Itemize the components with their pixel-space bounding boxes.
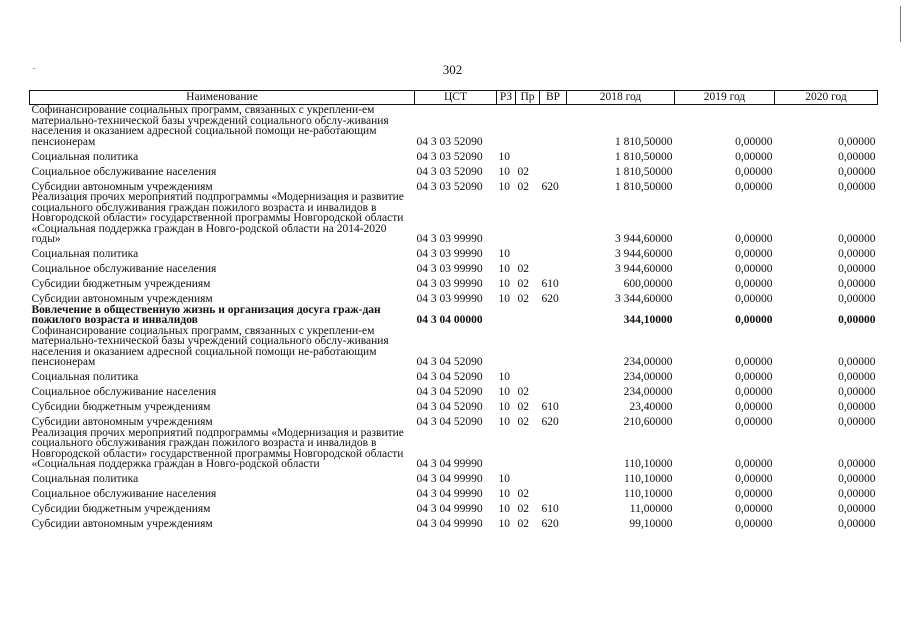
cell-vr: 620 (541, 416, 559, 428)
header-2019: 2019 год (675, 91, 775, 105)
scan-edge-mark (900, 6, 901, 42)
cell-2019: 0,00000 (735, 488, 773, 500)
cell-vr (540, 105, 567, 148)
cell-rz: 10 (498, 371, 510, 383)
table-row (30, 305, 878, 326)
cell-name: Социальная политика (31, 248, 139, 260)
cell-2020: 0,00000 (838, 518, 876, 530)
cell-rz: 10 (498, 263, 510, 275)
cell-2020: 0,00000 (838, 180, 876, 193)
cell-2019: 0,00000 (735, 401, 773, 413)
cell-name: Социальное обслуживание населения (31, 263, 217, 275)
cell-2020: 0,00000 (838, 416, 876, 428)
cell-cst: 04 3 03 99990 (416, 293, 483, 305)
cell-name: Социальное обслуживание населения (31, 165, 217, 178)
cell-pr: 02 (517, 518, 529, 530)
cell-cst: 04 3 03 99990 (416, 248, 483, 260)
cell-name: Субсидии бюджетным учреждениям (31, 278, 211, 290)
table-row (30, 326, 878, 368)
cell-2018: 23,40000 (629, 401, 673, 413)
cell-rz (497, 105, 516, 148)
cell-2019: 0,00000 (735, 180, 773, 193)
cell-2018: 3 944,60000 (615, 233, 673, 245)
cell-2019: 0,00000 (735, 135, 773, 148)
cell-pr (516, 368, 540, 383)
cell-name: Софинансирование социальных программ, связанных с укреплени-ем материально-технической базы учреждений социального обслу-живания населения и оказанием адресной социальной помощи не-работающим пенсионерам (31, 104, 389, 148)
cell-pr: 02 (517, 386, 529, 398)
cell-rz: 10 (498, 180, 510, 193)
cell-2018: 1 810,50000 (615, 135, 673, 148)
cell-2020: 0,00000 (838, 293, 876, 305)
cell-vr (540, 162, 567, 177)
cell-cst: 04 3 03 52090 (416, 150, 483, 163)
cell-name: Реализация прочих мероприятий подпрограммы «Модернизация и развитие социального обслуживания граждан пожилого возраста и инвалидов в Новгородской области» государственной программы Новгородской области «Социальная поддержка граждан в Новго-родской области на 2014-2020 годы» (31, 191, 404, 245)
cell-vr: 610 (541, 278, 559, 290)
cell-cst: 04 3 04 52090 (416, 371, 483, 383)
cell-2020: 0,00000 (838, 401, 876, 413)
cell-2018: 11,00000 (629, 503, 673, 515)
cell-2020: 0,00000 (838, 263, 876, 275)
cell-pr (516, 326, 540, 368)
cell-2019: 0,00000 (735, 503, 773, 515)
table-row (30, 428, 878, 470)
cell-cst: 04 3 04 52090 (416, 356, 483, 368)
cell-pr (516, 147, 540, 162)
table-row (30, 275, 878, 290)
cell-2018: 234,00000 (623, 356, 673, 368)
cell-rz: 10 (498, 278, 510, 290)
cell-2019: 0,00000 (735, 416, 773, 428)
cell-rz: 10 (498, 165, 510, 178)
cell-name: Реализация прочих мероприятий подпрограммы «Модернизация и развитие социального обслуживания граждан пожилого возраста и инвалидов в Новгородской области» государственной программы Новгородской области «Социальная поддержка граждан в Новго-родской области (31, 426, 404, 470)
cell-vr: 620 (541, 518, 559, 530)
table-row (30, 515, 878, 530)
cell-2019: 0,00000 (735, 150, 773, 163)
cell-name: Социальная политика (31, 150, 139, 163)
cell-2018: 210,60000 (623, 416, 673, 428)
cell-2019: 0,00000 (735, 386, 773, 398)
cell-vr (540, 470, 567, 485)
cell-name: Субсидии автономным учреждениям (31, 293, 213, 305)
cell-vr: 620 (541, 293, 559, 305)
cell-2018: 234,00000 (623, 371, 673, 383)
table-row (30, 500, 878, 515)
cell-cst: 04 3 04 00000 (416, 314, 483, 326)
table-body (30, 105, 878, 530)
cell-2018: 3 344,60000 (615, 293, 673, 305)
cell-rz: 10 (498, 416, 510, 428)
cell-2018: 1 810,50000 (615, 180, 673, 193)
cell-vr (540, 192, 567, 245)
cell-vr (540, 305, 567, 326)
cell-name: Субсидии бюджетным учреждениям (31, 503, 211, 515)
cell-2019: 0,00000 (735, 356, 773, 368)
cell-cst: 04 3 03 99990 (416, 233, 483, 245)
cell-vr (540, 245, 567, 260)
cell-2019: 0,00000 (735, 371, 773, 383)
cell-pr: 02 (517, 488, 529, 500)
cell-2020: 0,00000 (838, 248, 876, 260)
cell-vr: 610 (541, 401, 559, 413)
cell-rz: 10 (498, 518, 510, 530)
cell-cst: 04 3 04 99990 (416, 503, 483, 515)
cell-2019: 0,00000 (735, 473, 773, 485)
table-row (30, 105, 878, 148)
table-row (30, 413, 878, 428)
table-row (30, 147, 878, 162)
cell-name: Софинансирование социальных программ, связанных с укреплени-ем материально-технической базы учреждений социального обслу-живания населения и оказанием адресной социальной помощи не-работающим пенсионерам (31, 324, 389, 368)
table-row (30, 245, 878, 260)
cell-2020: 0,00000 (838, 488, 876, 500)
cell-vr (540, 147, 567, 162)
table-row (30, 192, 878, 245)
cell-2019: 0,00000 (735, 263, 773, 275)
cell-name: Социальное обслуживание населения (31, 488, 217, 500)
cell-cst: 04 3 04 52090 (416, 386, 483, 398)
cell-cst: 04 3 04 99990 (416, 488, 483, 500)
cell-cst: 04 3 03 52090 (416, 165, 483, 178)
cell-2019: 0,00000 (735, 278, 773, 290)
cell-2018: 600,00000 (623, 278, 673, 290)
table-row (30, 470, 878, 485)
cell-2018: 234,00000 (623, 386, 673, 398)
cell-rz (497, 326, 516, 368)
cell-vr (540, 326, 567, 368)
cell-2018: 344,10000 (623, 314, 673, 326)
cell-pr: 02 (517, 401, 529, 413)
cell-vr (540, 383, 567, 398)
cell-pr: 02 (517, 263, 529, 275)
cell-vr (540, 485, 567, 500)
table-row (30, 383, 878, 398)
cell-2018: 1 810,50000 (615, 150, 673, 163)
cell-rz: 10 (498, 386, 510, 398)
cell-rz (497, 428, 516, 470)
cell-2020: 0,00000 (838, 150, 876, 163)
table-row (30, 368, 878, 383)
cell-name: Социальная политика (31, 473, 139, 485)
cell-2018: 110,10000 (624, 473, 673, 485)
cell-2018: 110,10000 (624, 488, 673, 500)
cell-2020: 0,00000 (838, 503, 876, 515)
cell-rz: 10 (498, 503, 510, 515)
cell-2020: 0,00000 (838, 233, 876, 245)
header-name: Наименование (30, 91, 415, 105)
cell-rz (497, 192, 516, 245)
table-row (30, 260, 878, 275)
header-2020: 2020 год (775, 91, 878, 105)
cell-name: Вовлечение в общественную жизнь и организация досуга граж-дан пожилого возраста и инвалидов (31, 303, 381, 326)
page-number: 302 (442, 62, 463, 77)
cell-2020: 0,00000 (838, 371, 876, 383)
cell-2018: 3 944,60000 (615, 248, 673, 260)
cell-pr: 02 (517, 293, 529, 305)
cell-pr: 02 (517, 165, 529, 178)
cell-2019: 0,00000 (735, 293, 773, 305)
cell-name: Социальное обслуживание населения (31, 386, 217, 398)
cell-pr: 02 (517, 180, 529, 193)
cell-2020: 0,00000 (838, 165, 876, 178)
cell-rz: 10 (498, 473, 510, 485)
cell-cst: 04 3 04 52090 (416, 401, 483, 413)
cell-2020: 0,00000 (838, 386, 876, 398)
cell-cst: 04 3 04 99990 (416, 518, 483, 530)
cell-cst: 04 3 03 99990 (416, 278, 483, 290)
cell-name: Социальная политика (31, 371, 139, 383)
cell-2020: 0,00000 (838, 135, 876, 148)
cell-2020: 0,00000 (838, 278, 876, 290)
cell-2019: 0,00000 (735, 233, 773, 245)
cell-pr (516, 428, 540, 470)
cell-2020: 0,00000 (838, 314, 876, 326)
cell-vr (540, 428, 567, 470)
cell-cst: 04 3 04 52090 (416, 416, 483, 428)
cell-2019: 0,00000 (735, 518, 773, 530)
cell-vr (540, 368, 567, 383)
cell-pr: 02 (517, 416, 529, 428)
table-row (30, 398, 878, 413)
cell-pr: 02 (517, 503, 529, 515)
cell-vr (540, 260, 567, 275)
cell-vr: 620 (541, 180, 559, 193)
cell-pr (516, 192, 540, 245)
cell-2018: 110,10000 (624, 458, 673, 470)
cell-2020: 0,00000 (838, 473, 876, 485)
cell-pr (516, 105, 540, 148)
cell-cst: 04 3 04 99990 (416, 458, 483, 470)
cell-pr (516, 245, 540, 260)
table-row (30, 290, 878, 305)
cell-pr (516, 305, 540, 326)
cell-2019: 0,00000 (735, 248, 773, 260)
cell-cst: 04 3 04 99990 (416, 473, 483, 485)
cell-2018: 99,10000 (629, 518, 673, 530)
cell-cst: 04 3 03 99990 (416, 263, 483, 275)
header-2018: 2018 год (567, 91, 675, 105)
cell-2019: 0,00000 (735, 165, 773, 178)
header-vr: ВР (540, 91, 567, 105)
cell-2019: 0,00000 (735, 314, 773, 326)
cell-cst: 04 3 03 52090 (416, 180, 483, 193)
cell-name: Субсидии бюджетным учреждениям (31, 401, 211, 413)
cell-rz: 10 (498, 401, 510, 413)
cell-2020: 0,00000 (838, 356, 876, 368)
header-rz: РЗ (497, 91, 516, 105)
table-row (30, 162, 878, 177)
table-row (30, 485, 878, 500)
cell-vr: 610 (541, 503, 559, 515)
cell-rz: 10 (498, 488, 510, 500)
budget-table (29, 90, 878, 530)
cell-pr: 02 (517, 278, 529, 290)
cell-name: Субсидии автономным учреждениям (31, 416, 213, 428)
cell-rz: 10 (498, 248, 510, 260)
cell-2020: 0,00000 (838, 458, 876, 470)
cell-2018: 1 810,50000 (615, 165, 673, 178)
cell-name: Субсидии автономным учреждениям (31, 180, 213, 193)
cell-pr (516, 470, 540, 485)
cell-name: Субсидии автономным учреждениям (31, 518, 213, 530)
cell-rz: 10 (498, 293, 510, 305)
cell-rz (497, 305, 516, 326)
cell-2018: 3 944,60000 (615, 263, 673, 275)
cell-rz: 10 (498, 150, 510, 163)
header-pr: Пр (516, 91, 540, 105)
table-header-row (30, 91, 878, 105)
header-cst: ЦСТ (415, 91, 497, 105)
cell-2019: 0,00000 (735, 458, 773, 470)
table-row (30, 177, 878, 192)
cell-cst: 04 3 03 52090 (416, 135, 483, 148)
